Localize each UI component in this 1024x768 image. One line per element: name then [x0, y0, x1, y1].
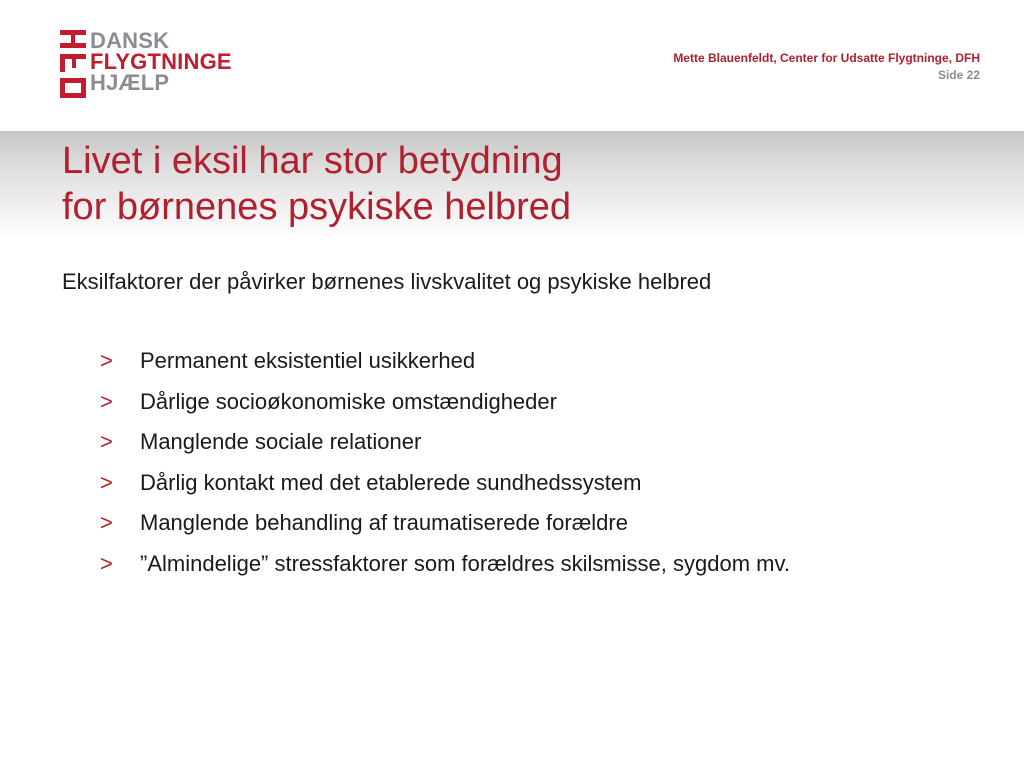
bullet-item	[100, 387, 880, 417]
bullet-list	[100, 346, 880, 589]
dfh-logo	[60, 30, 240, 100]
slide-title-line-2: for børnenes psykiske helbred	[62, 186, 572, 228]
slide-subtitle: Eksilfaktorer der påvirker børnenes livskvalitet og psykiske helbred	[62, 269, 712, 294]
bullet-text: Permanent eksistentiel usikkerhed	[140, 348, 476, 373]
logo-wordmark	[90, 30, 232, 93]
dfh-logo-mark-icon	[60, 30, 86, 98]
bullet-text: Manglende sociale relationer	[140, 429, 422, 454]
author-credit: Mette Blauenfeldt, Center for Udsatte Flygtninge, DFH	[673, 51, 980, 65]
slide-title	[62, 138, 571, 230]
bullet-text: Dårlig kontakt med det etablerede sundhedssystem	[140, 469, 642, 495]
bullet-text: ”Almindelige” stressfaktorer som forældres skilsmisse, sygdom mv.	[140, 550, 790, 576]
bullet-item	[100, 549, 880, 579]
bullet-text: Dårlige socioøkonomiske omstændigheder	[140, 388, 557, 414]
bullet-marker: >	[100, 388, 113, 414]
logo-line-dansk: DANSK	[90, 28, 170, 53]
bullet-marker: >	[100, 510, 113, 535]
bullet-marker: >	[100, 429, 113, 454]
bullet-item	[100, 468, 880, 498]
logo-line-flygtninge: FLYGTNINGE	[90, 49, 232, 74]
bullet-item	[100, 346, 880, 376]
bullet-item	[100, 508, 880, 538]
slide-title-line-1: Livet i eksil har stor betydning	[62, 140, 563, 182]
bullet-item	[100, 427, 880, 457]
bullet-marker: >	[100, 469, 113, 495]
logo-line-hjaelp: HJÆLP	[90, 70, 170, 95]
bullet-marker: >	[100, 348, 113, 373]
header-meta	[673, 50, 980, 84]
bullet-marker: >	[100, 550, 113, 576]
slide-number: Side 22	[937, 68, 980, 82]
bullet-text: Manglende behandling af traumatiserede forældre	[140, 510, 628, 535]
